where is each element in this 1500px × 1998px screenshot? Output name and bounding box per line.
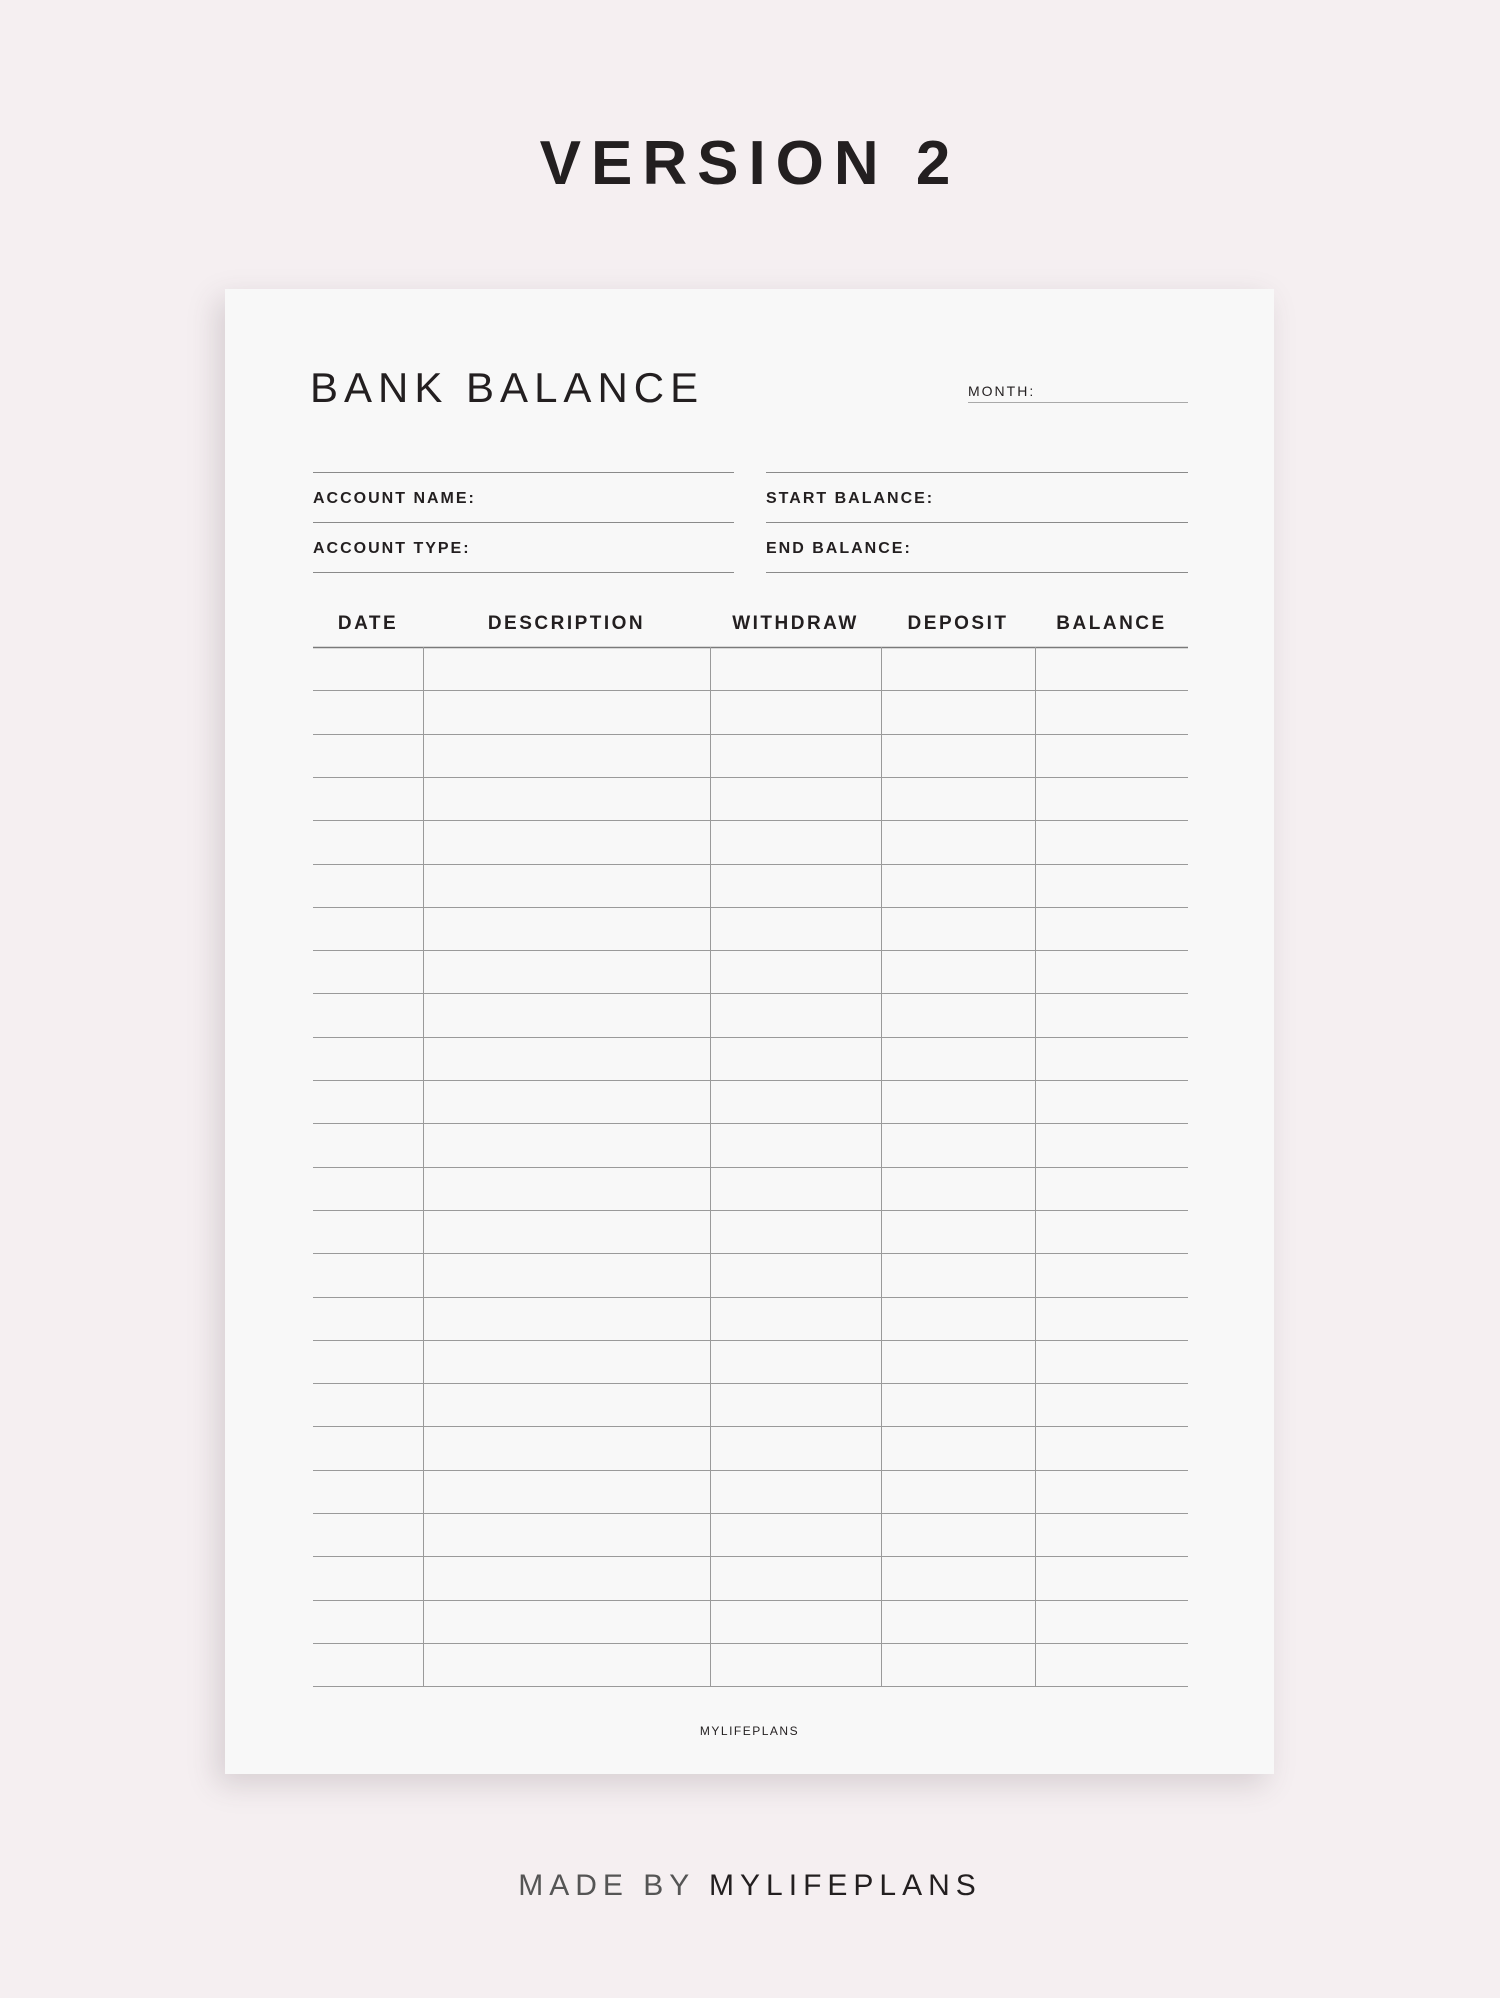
made-by-text: MADE BY: [518, 1869, 695, 1902]
month-label: MONTH:: [968, 383, 1036, 399]
column-header-description: DESCRIPTION: [487, 613, 646, 634]
column-header-withdraw: WITHDRAW: [732, 613, 859, 634]
account-name-label: ACCOUNT NAME:: [313, 490, 476, 507]
sheet-footer-brand: MYLIFEPLANS: [699, 1724, 800, 1738]
bank-balance-sheet: [225, 289, 1274, 1774]
made-by-footer: [0, 1866, 1500, 1906]
end-balance-label: END BALANCE:: [766, 540, 912, 557]
made-by-brand: MYLIFEPLANS: [709, 1869, 982, 1902]
column-header-date: DATE: [337, 613, 399, 634]
account-type-label: ACCOUNT TYPE:: [313, 540, 471, 557]
transaction-table-grid[interactable]: [225, 289, 1274, 1774]
start-balance-label: START BALANCE:: [766, 490, 935, 507]
column-header-deposit: DEPOSIT: [907, 613, 1009, 634]
column-header-balance: BALANCE: [1056, 613, 1167, 634]
version-title: VERSION 2: [539, 129, 961, 198]
sheet-title: BANK BALANCE: [310, 364, 705, 411]
